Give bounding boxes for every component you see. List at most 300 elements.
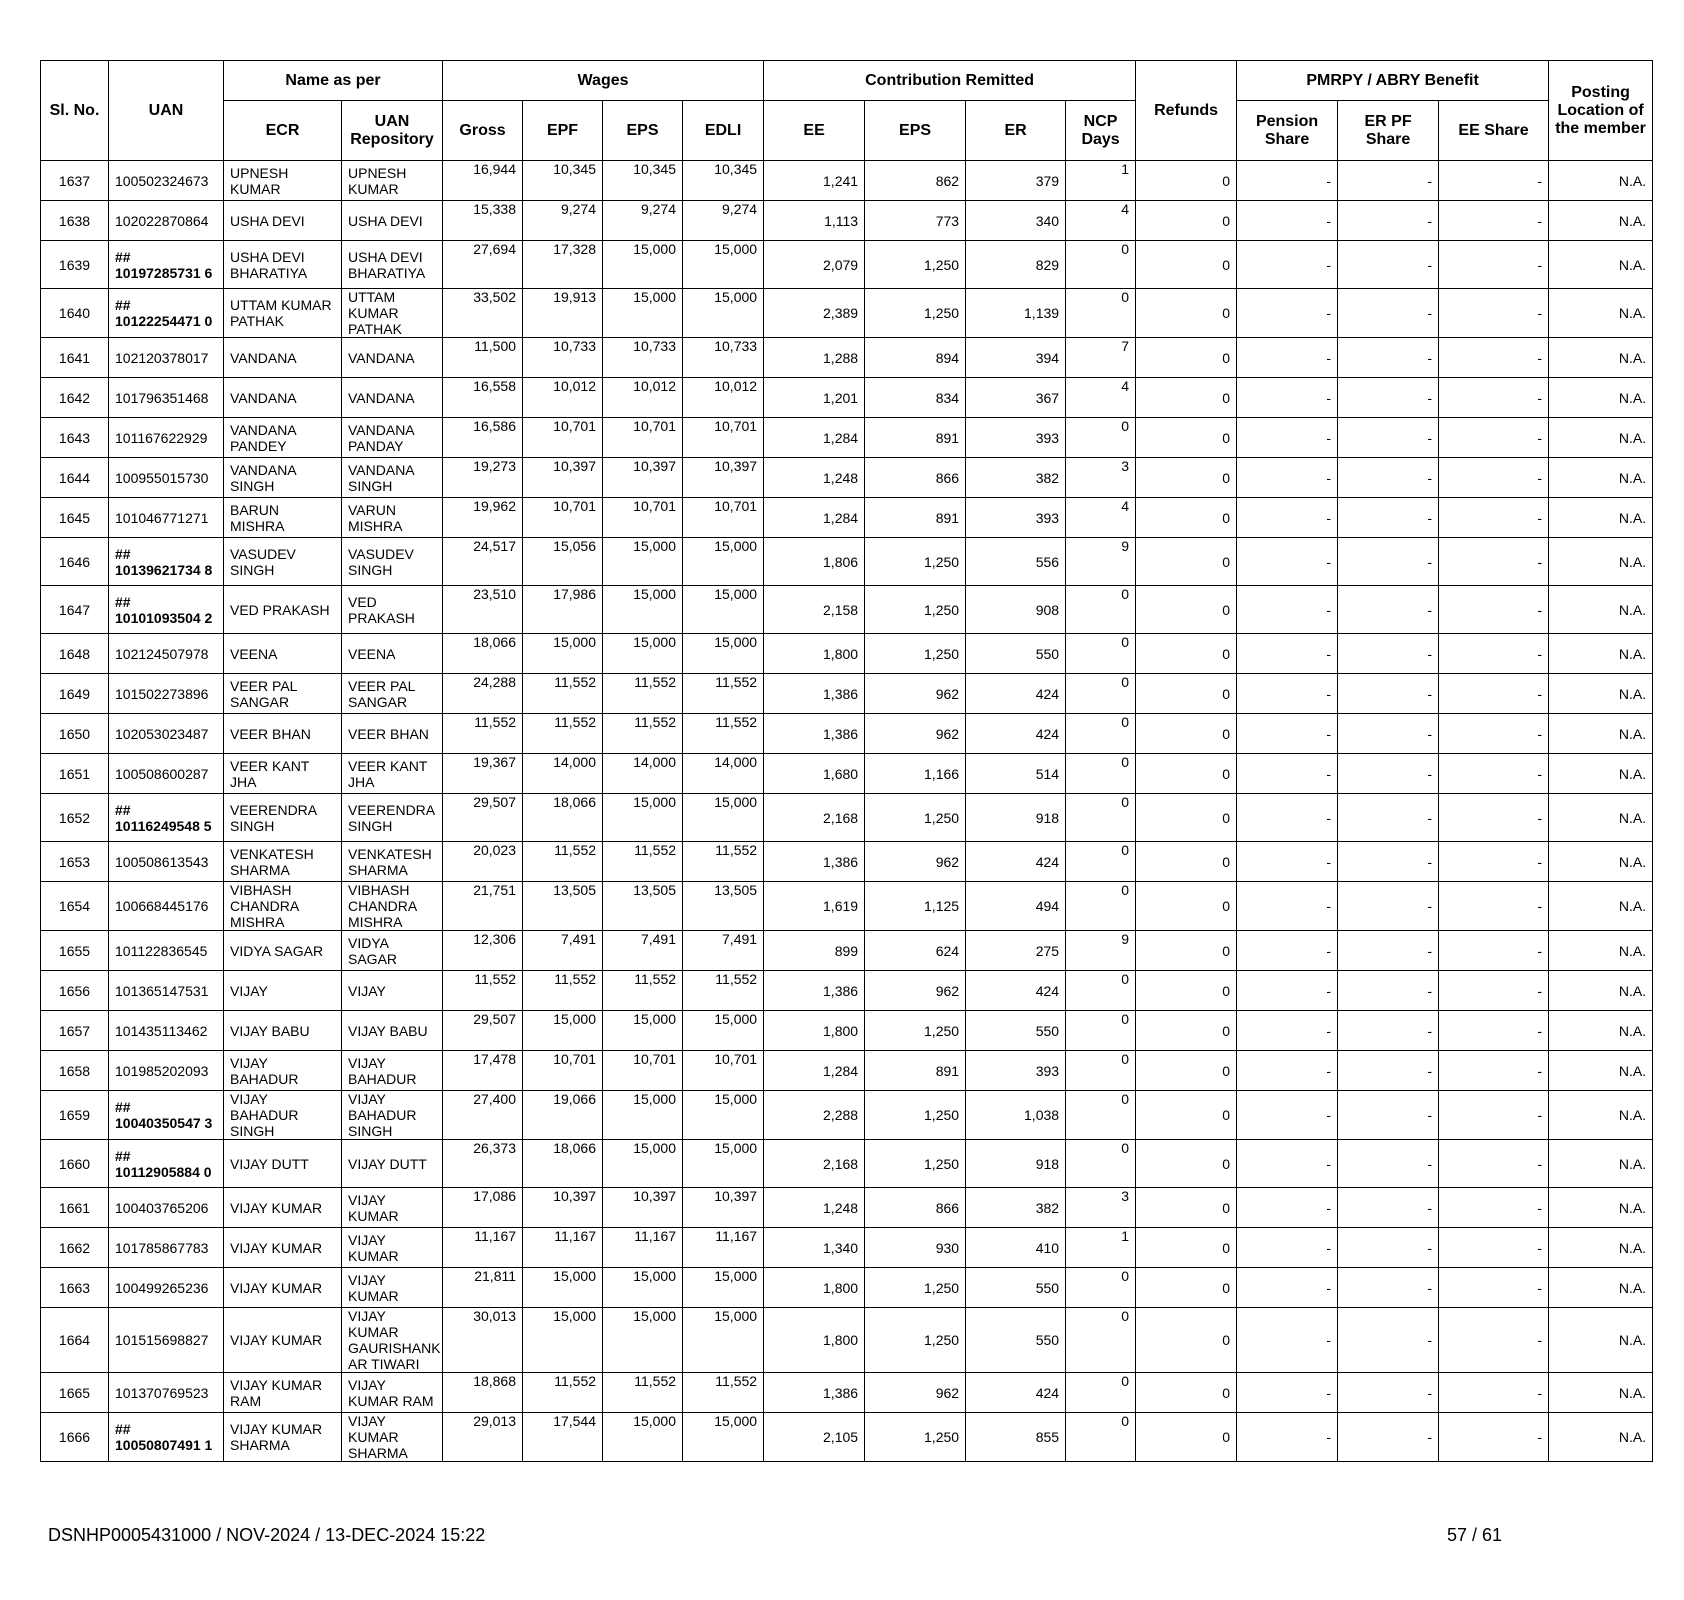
- repository-name-cell: UTTAM KUMAR PATHAK: [342, 289, 443, 338]
- sl-no-cell: 1645: [41, 498, 109, 538]
- ee-contribution-cell: 2,079: [764, 241, 865, 289]
- refunds-cell: 0: [1136, 1140, 1237, 1188]
- header-edli: EDLI: [683, 101, 764, 161]
- ee-contribution-cell: 1,386: [764, 714, 865, 754]
- ncp-days-cell: 0: [1066, 842, 1136, 882]
- eps-wages-cell: 15,000: [603, 1413, 683, 1462]
- ee-contribution-cell: 1,800: [764, 1011, 865, 1051]
- er-contribution-cell: 424: [966, 1373, 1066, 1413]
- gross-wages-cell: 19,367: [443, 754, 523, 794]
- ecr-name-cell: USHA DEVI: [224, 201, 342, 241]
- repository-name-cell: VIJAY DUTT: [342, 1140, 443, 1188]
- eps-wages-cell: 10,701: [603, 1051, 683, 1091]
- eps-contribution-cell: 962: [865, 1373, 966, 1413]
- pension-share-cell: -: [1237, 498, 1338, 538]
- posting-location-cell: N.A.: [1549, 754, 1653, 794]
- table-row: [41, 1051, 1653, 1091]
- er-contribution-cell: 550: [966, 1308, 1066, 1373]
- ee-contribution-cell: 1,201: [764, 378, 865, 418]
- ee-contribution-cell: 1,284: [764, 418, 865, 458]
- table-row: [41, 161, 1653, 201]
- edli-wages-cell: 13,505: [683, 882, 764, 931]
- edli-wages-cell: 10,397: [683, 458, 764, 498]
- eps-wages-cell: 10,397: [603, 458, 683, 498]
- gross-wages-cell: 17,086: [443, 1188, 523, 1228]
- epf-wages-cell: 17,986: [523, 586, 603, 634]
- ee-contribution-cell: 1,806: [764, 538, 865, 586]
- ncp-days-cell: 0: [1066, 971, 1136, 1011]
- edli-wages-cell: 11,552: [683, 842, 764, 882]
- er-pf-share-cell: -: [1338, 971, 1439, 1011]
- table-header: [41, 61, 1653, 161]
- ee-contribution-cell: 1,284: [764, 498, 865, 538]
- posting-location-cell: N.A.: [1549, 971, 1653, 1011]
- refunds-cell: 0: [1136, 931, 1237, 971]
- ecr-name-cell: VEENA: [224, 634, 342, 674]
- sl-no-cell: 1657: [41, 1011, 109, 1051]
- table-row: [41, 498, 1653, 538]
- refunds-cell: 0: [1136, 498, 1237, 538]
- er-pf-share-cell: -: [1338, 1011, 1439, 1051]
- pension-share-cell: -: [1237, 842, 1338, 882]
- ncp-days-cell: 0: [1066, 241, 1136, 289]
- refunds-cell: 0: [1136, 1373, 1237, 1413]
- repository-name-cell: VEER BHAN: [342, 714, 443, 754]
- ee-share-cell: -: [1439, 1268, 1549, 1308]
- ee-share-cell: -: [1439, 714, 1549, 754]
- sl-no-cell: 1662: [41, 1228, 109, 1268]
- ecr-name-cell: VIDYA SAGAR: [224, 931, 342, 971]
- ee-contribution-cell: 1,386: [764, 1373, 865, 1413]
- posting-location-cell: N.A.: [1549, 1268, 1653, 1308]
- table-row: [41, 842, 1653, 882]
- ee-contribution-cell: 1,800: [764, 634, 865, 674]
- pension-share-cell: -: [1237, 1188, 1338, 1228]
- posting-location-cell: N.A.: [1549, 378, 1653, 418]
- ee-share-cell: -: [1439, 1140, 1549, 1188]
- repository-name-cell: VIJAY KUMAR RAM: [342, 1373, 443, 1413]
- table-row: [41, 1140, 1653, 1188]
- sl-no-cell: 1663: [41, 1268, 109, 1308]
- refunds-cell: 0: [1136, 714, 1237, 754]
- epf-wages-cell: 11,552: [523, 971, 603, 1011]
- header-contribution-remitted: Contribution Remitted: [764, 61, 1136, 101]
- uan-cell: 101365147531: [109, 971, 224, 1011]
- ncp-days-cell: 0: [1066, 1308, 1136, 1373]
- gross-wages-cell: 17,478: [443, 1051, 523, 1091]
- repository-name-cell: VIJAY KUMAR SHARMA: [342, 1413, 443, 1462]
- er-pf-share-cell: -: [1338, 931, 1439, 971]
- edli-wages-cell: 15,000: [683, 1091, 764, 1140]
- er-pf-share-cell: -: [1338, 538, 1439, 586]
- refunds-cell: 0: [1136, 1413, 1237, 1462]
- ee-contribution-cell: 1,680: [764, 754, 865, 794]
- eps-contribution-cell: 1,250: [865, 538, 966, 586]
- er-contribution-cell: 367: [966, 378, 1066, 418]
- repository-name-cell: VANDANA PANDAY: [342, 418, 443, 458]
- ncp-days-cell: 0: [1066, 1011, 1136, 1051]
- uan-cell: ## 10050807491 1: [109, 1413, 224, 1462]
- eps-contribution-cell: 891: [865, 498, 966, 538]
- gross-wages-cell: 29,013: [443, 1413, 523, 1462]
- uan-cell: 100508600287: [109, 754, 224, 794]
- eps-wages-cell: 10,701: [603, 418, 683, 458]
- posting-location-cell: N.A.: [1549, 882, 1653, 931]
- edli-wages-cell: 15,000: [683, 289, 764, 338]
- epf-wages-cell: 15,000: [523, 1011, 603, 1051]
- ee-contribution-cell: 2,158: [764, 586, 865, 634]
- ee-contribution-cell: 2,389: [764, 289, 865, 338]
- ncp-days-cell: 4: [1066, 378, 1136, 418]
- eps-contribution-cell: 962: [865, 674, 966, 714]
- header-uan: UAN: [109, 61, 224, 161]
- repository-name-cell: VENKATESH SHARMA: [342, 842, 443, 882]
- er-contribution-cell: 918: [966, 1140, 1066, 1188]
- er-contribution-cell: 1,139: [966, 289, 1066, 338]
- epf-wages-cell: 18,066: [523, 794, 603, 842]
- posting-location-cell: N.A.: [1549, 338, 1653, 378]
- ecr-name-cell: VIJAY KUMAR: [224, 1268, 342, 1308]
- eps-contribution-cell: 1,250: [865, 794, 966, 842]
- ecr-name-cell: VIJAY: [224, 971, 342, 1011]
- er-contribution-cell: 550: [966, 1011, 1066, 1051]
- er-pf-share-cell: -: [1338, 1413, 1439, 1462]
- edli-wages-cell: 15,000: [683, 1140, 764, 1188]
- pension-share-cell: -: [1237, 882, 1338, 931]
- eps-contribution-cell: 866: [865, 1188, 966, 1228]
- table-row: [41, 538, 1653, 586]
- sl-no-cell: 1653: [41, 842, 109, 882]
- ncp-days-cell: 0: [1066, 418, 1136, 458]
- repository-name-cell: VIDYA SAGAR: [342, 931, 443, 971]
- ecr-name-cell: VENKATESH SHARMA: [224, 842, 342, 882]
- ncp-days-cell: 0: [1066, 794, 1136, 842]
- gross-wages-cell: 16,944: [443, 161, 523, 201]
- sl-no-cell: 1649: [41, 674, 109, 714]
- er-contribution-cell: 556: [966, 538, 1066, 586]
- er-pf-share-cell: -: [1338, 1051, 1439, 1091]
- er-contribution-cell: 393: [966, 1051, 1066, 1091]
- ncp-days-cell: 0: [1066, 714, 1136, 754]
- refunds-cell: 0: [1136, 1011, 1237, 1051]
- ecr-name-cell: VANDANA: [224, 338, 342, 378]
- ee-share-cell: -: [1439, 241, 1549, 289]
- pension-share-cell: -: [1237, 161, 1338, 201]
- repository-name-cell: VIJAY KUMAR GAURISHANK AR TIWARI: [342, 1308, 443, 1373]
- ecr-name-cell: VEER BHAN: [224, 714, 342, 754]
- ee-contribution-cell: 2,168: [764, 1140, 865, 1188]
- sl-no-cell: 1654: [41, 882, 109, 931]
- ee-contribution-cell: 1,248: [764, 1188, 865, 1228]
- er-contribution-cell: 340: [966, 201, 1066, 241]
- pension-share-cell: -: [1237, 418, 1338, 458]
- contribution-table: [40, 60, 1653, 1462]
- uan-cell: ## 10112905884 0: [109, 1140, 224, 1188]
- gross-wages-cell: 16,558: [443, 378, 523, 418]
- header-epf: EPF: [523, 101, 603, 161]
- ncp-days-cell: 7: [1066, 338, 1136, 378]
- eps-wages-cell: 11,167: [603, 1228, 683, 1268]
- refunds-cell: 0: [1136, 882, 1237, 931]
- eps-wages-cell: 11,552: [603, 674, 683, 714]
- epf-wages-cell: 10,345: [523, 161, 603, 201]
- header-contribution-eps: EPS: [865, 101, 966, 161]
- repository-name-cell: VED PRAKASH: [342, 586, 443, 634]
- er-contribution-cell: 1,038: [966, 1091, 1066, 1140]
- table-row: [41, 458, 1653, 498]
- ee-share-cell: -: [1439, 794, 1549, 842]
- table-row: [41, 1373, 1653, 1413]
- gross-wages-cell: 20,023: [443, 842, 523, 882]
- header-gross: Gross: [443, 101, 523, 161]
- edli-wages-cell: 15,000: [683, 1011, 764, 1051]
- repository-name-cell: USHA DEVI BHARATIYA: [342, 241, 443, 289]
- header-posting-location: Posting Location of the member: [1549, 61, 1653, 161]
- eps-contribution-cell: 930: [865, 1228, 966, 1268]
- ecr-name-cell: VIJAY KUMAR: [224, 1188, 342, 1228]
- ee-contribution-cell: 2,168: [764, 794, 865, 842]
- gross-wages-cell: 29,507: [443, 794, 523, 842]
- ee-share-cell: -: [1439, 971, 1549, 1011]
- table-row: [41, 971, 1653, 1011]
- eps-contribution-cell: 624: [865, 931, 966, 971]
- er-pf-share-cell: -: [1338, 418, 1439, 458]
- pension-share-cell: -: [1237, 1091, 1338, 1140]
- gross-wages-cell: 21,811: [443, 1268, 523, 1308]
- ee-contribution-cell: 1,340: [764, 1228, 865, 1268]
- ee-share-cell: -: [1439, 882, 1549, 931]
- posting-location-cell: N.A.: [1549, 634, 1653, 674]
- refunds-cell: 0: [1136, 1228, 1237, 1268]
- er-contribution-cell: 550: [966, 634, 1066, 674]
- gross-wages-cell: 15,338: [443, 201, 523, 241]
- header-ecr: ECR: [224, 101, 342, 161]
- er-contribution-cell: 918: [966, 794, 1066, 842]
- ee-share-cell: -: [1439, 674, 1549, 714]
- ee-share-cell: -: [1439, 458, 1549, 498]
- ee-contribution-cell: 1,241: [764, 161, 865, 201]
- posting-location-cell: N.A.: [1549, 1188, 1653, 1228]
- pension-share-cell: -: [1237, 378, 1338, 418]
- sl-no-cell: 1666: [41, 1413, 109, 1462]
- ecr-name-cell: VANDANA: [224, 378, 342, 418]
- pension-share-cell: -: [1237, 714, 1338, 754]
- eps-contribution-cell: 1,250: [865, 1308, 966, 1373]
- posting-location-cell: N.A.: [1549, 201, 1653, 241]
- sl-no-cell: 1641: [41, 338, 109, 378]
- ee-contribution-cell: 1,288: [764, 338, 865, 378]
- ecr-name-cell: VED PRAKASH: [224, 586, 342, 634]
- refunds-cell: 0: [1136, 634, 1237, 674]
- epf-wages-cell: 11,552: [523, 714, 603, 754]
- er-contribution-cell: 394: [966, 338, 1066, 378]
- uan-cell: 101370769523: [109, 1373, 224, 1413]
- ee-share-cell: -: [1439, 754, 1549, 794]
- ee-contribution-cell: 1,619: [764, 882, 865, 931]
- er-contribution-cell: 275: [966, 931, 1066, 971]
- sl-no-cell: 1640: [41, 289, 109, 338]
- er-pf-share-cell: -: [1338, 1373, 1439, 1413]
- refunds-cell: 0: [1136, 842, 1237, 882]
- ncp-days-cell: 0: [1066, 1268, 1136, 1308]
- edli-wages-cell: 11,167: [683, 1228, 764, 1268]
- footer-page-number: 57 / 61: [1447, 1525, 1503, 1545]
- refunds-cell: 0: [1136, 338, 1237, 378]
- header-pension-share: Pension Share: [1237, 101, 1338, 161]
- epf-wages-cell: 18,066: [523, 1140, 603, 1188]
- er-contribution-cell: 382: [966, 458, 1066, 498]
- ee-share-cell: -: [1439, 1413, 1549, 1462]
- er-pf-share-cell: -: [1338, 338, 1439, 378]
- refunds-cell: 0: [1136, 971, 1237, 1011]
- table-row: [41, 634, 1653, 674]
- edli-wages-cell: 15,000: [683, 538, 764, 586]
- er-pf-share-cell: -: [1338, 634, 1439, 674]
- ecr-name-cell: VIJAY KUMAR RAM: [224, 1373, 342, 1413]
- ee-contribution-cell: 1,113: [764, 201, 865, 241]
- posting-location-cell: N.A.: [1549, 241, 1653, 289]
- gross-wages-cell: 18,868: [443, 1373, 523, 1413]
- er-contribution-cell: 514: [966, 754, 1066, 794]
- refunds-cell: 0: [1136, 1268, 1237, 1308]
- epf-wages-cell: 10,733: [523, 338, 603, 378]
- refunds-cell: 0: [1136, 201, 1237, 241]
- ee-share-cell: -: [1439, 931, 1549, 971]
- eps-wages-cell: 15,000: [603, 1308, 683, 1373]
- refunds-cell: 0: [1136, 378, 1237, 418]
- ee-share-cell: -: [1439, 1373, 1549, 1413]
- refunds-cell: 0: [1136, 241, 1237, 289]
- er-pf-share-cell: -: [1338, 794, 1439, 842]
- ncp-days-cell: 0: [1066, 754, 1136, 794]
- edli-wages-cell: 11,552: [683, 714, 764, 754]
- eps-wages-cell: 15,000: [603, 241, 683, 289]
- epf-wages-cell: 15,000: [523, 634, 603, 674]
- edli-wages-cell: 10,701: [683, 1051, 764, 1091]
- er-pf-share-cell: -: [1338, 289, 1439, 338]
- table-row: [41, 794, 1653, 842]
- pension-share-cell: -: [1237, 538, 1338, 586]
- eps-wages-cell: 11,552: [603, 1373, 683, 1413]
- gross-wages-cell: 12,306: [443, 931, 523, 971]
- ecr-name-cell: VIJAY KUMAR: [224, 1228, 342, 1268]
- sl-no-cell: 1650: [41, 714, 109, 754]
- er-pf-share-cell: -: [1338, 201, 1439, 241]
- edli-wages-cell: 10,397: [683, 1188, 764, 1228]
- edli-wages-cell: 10,701: [683, 498, 764, 538]
- header-sl-no: Sl. No.: [41, 61, 109, 161]
- uan-cell: 101122836545: [109, 931, 224, 971]
- refunds-cell: 0: [1136, 674, 1237, 714]
- uan-cell: ## 10139621734 8: [109, 538, 224, 586]
- posting-location-cell: N.A.: [1549, 1051, 1653, 1091]
- table-row: [41, 338, 1653, 378]
- ncp-days-cell: 0: [1066, 289, 1136, 338]
- epf-wages-cell: 15,056: [523, 538, 603, 586]
- eps-wages-cell: 15,000: [603, 538, 683, 586]
- sl-no-cell: 1647: [41, 586, 109, 634]
- eps-wages-cell: 10,397: [603, 1188, 683, 1228]
- ncp-days-cell: 0: [1066, 882, 1136, 931]
- gross-wages-cell: 11,167: [443, 1228, 523, 1268]
- ecr-name-cell: VIJAY BAHADUR: [224, 1051, 342, 1091]
- epf-wages-cell: 10,701: [523, 1051, 603, 1091]
- uan-cell: 100502324673: [109, 161, 224, 201]
- eps-wages-cell: 11,552: [603, 842, 683, 882]
- sl-no-cell: 1648: [41, 634, 109, 674]
- er-contribution-cell: 424: [966, 842, 1066, 882]
- ecr-name-cell: UTTAM KUMAR PATHAK: [224, 289, 342, 338]
- refunds-cell: 0: [1136, 1091, 1237, 1140]
- uan-cell: ## 10101093504 2: [109, 586, 224, 634]
- ncp-days-cell: 1: [1066, 1228, 1136, 1268]
- repository-name-cell: VIJAY KUMAR: [342, 1228, 443, 1268]
- repository-name-cell: VIJAY: [342, 971, 443, 1011]
- epf-wages-cell: 11,167: [523, 1228, 603, 1268]
- sl-no-cell: 1639: [41, 241, 109, 289]
- table-row: [41, 1228, 1653, 1268]
- pension-share-cell: -: [1237, 201, 1338, 241]
- er-pf-share-cell: -: [1338, 378, 1439, 418]
- refunds-cell: 0: [1136, 586, 1237, 634]
- er-contribution-cell: 382: [966, 1188, 1066, 1228]
- eps-contribution-cell: 1,250: [865, 586, 966, 634]
- er-contribution-cell: 410: [966, 1228, 1066, 1268]
- pension-share-cell: -: [1237, 1011, 1338, 1051]
- uan-cell: 101502273896: [109, 674, 224, 714]
- ee-share-cell: -: [1439, 1051, 1549, 1091]
- eps-wages-cell: 10,701: [603, 498, 683, 538]
- posting-location-cell: N.A.: [1549, 289, 1653, 338]
- header-ee: EE: [764, 101, 865, 161]
- uan-cell: 100668445176: [109, 882, 224, 931]
- edli-wages-cell: 10,345: [683, 161, 764, 201]
- table-row: [41, 714, 1653, 754]
- posting-location-cell: N.A.: [1549, 1091, 1653, 1140]
- table-row: [41, 1188, 1653, 1228]
- ee-share-cell: -: [1439, 338, 1549, 378]
- table-row: [41, 378, 1653, 418]
- epf-wages-cell: 19,066: [523, 1091, 603, 1140]
- ee-share-cell: -: [1439, 498, 1549, 538]
- header-refunds: Refunds: [1136, 61, 1237, 161]
- ee-share-cell: -: [1439, 378, 1549, 418]
- ecr-name-cell: VIJAY DUTT: [224, 1140, 342, 1188]
- eps-contribution-cell: 1,250: [865, 289, 966, 338]
- pension-share-cell: -: [1237, 1413, 1338, 1462]
- ee-contribution-cell: 1,800: [764, 1268, 865, 1308]
- gross-wages-cell: 27,694: [443, 241, 523, 289]
- eps-wages-cell: 15,000: [603, 586, 683, 634]
- er-pf-share-cell: -: [1338, 842, 1439, 882]
- pension-share-cell: -: [1237, 458, 1338, 498]
- er-pf-share-cell: -: [1338, 1091, 1439, 1140]
- header-pmrpy-abry: PMRPY / ABRY Benefit: [1237, 61, 1549, 101]
- eps-contribution-cell: 891: [865, 1051, 966, 1091]
- gross-wages-cell: 18,066: [443, 634, 523, 674]
- ee-contribution-cell: 2,105: [764, 1413, 865, 1462]
- er-pf-share-cell: -: [1338, 714, 1439, 754]
- repository-name-cell: VANDANA SINGH: [342, 458, 443, 498]
- eps-wages-cell: 11,552: [603, 971, 683, 1011]
- gross-wages-cell: 21,751: [443, 882, 523, 931]
- sl-no-cell: 1637: [41, 161, 109, 201]
- gross-wages-cell: 33,502: [443, 289, 523, 338]
- header-uan-repository: UAN Repository: [342, 101, 443, 161]
- epf-wages-cell: 9,274: [523, 201, 603, 241]
- ee-contribution-cell: 1,284: [764, 1051, 865, 1091]
- er-pf-share-cell: -: [1338, 882, 1439, 931]
